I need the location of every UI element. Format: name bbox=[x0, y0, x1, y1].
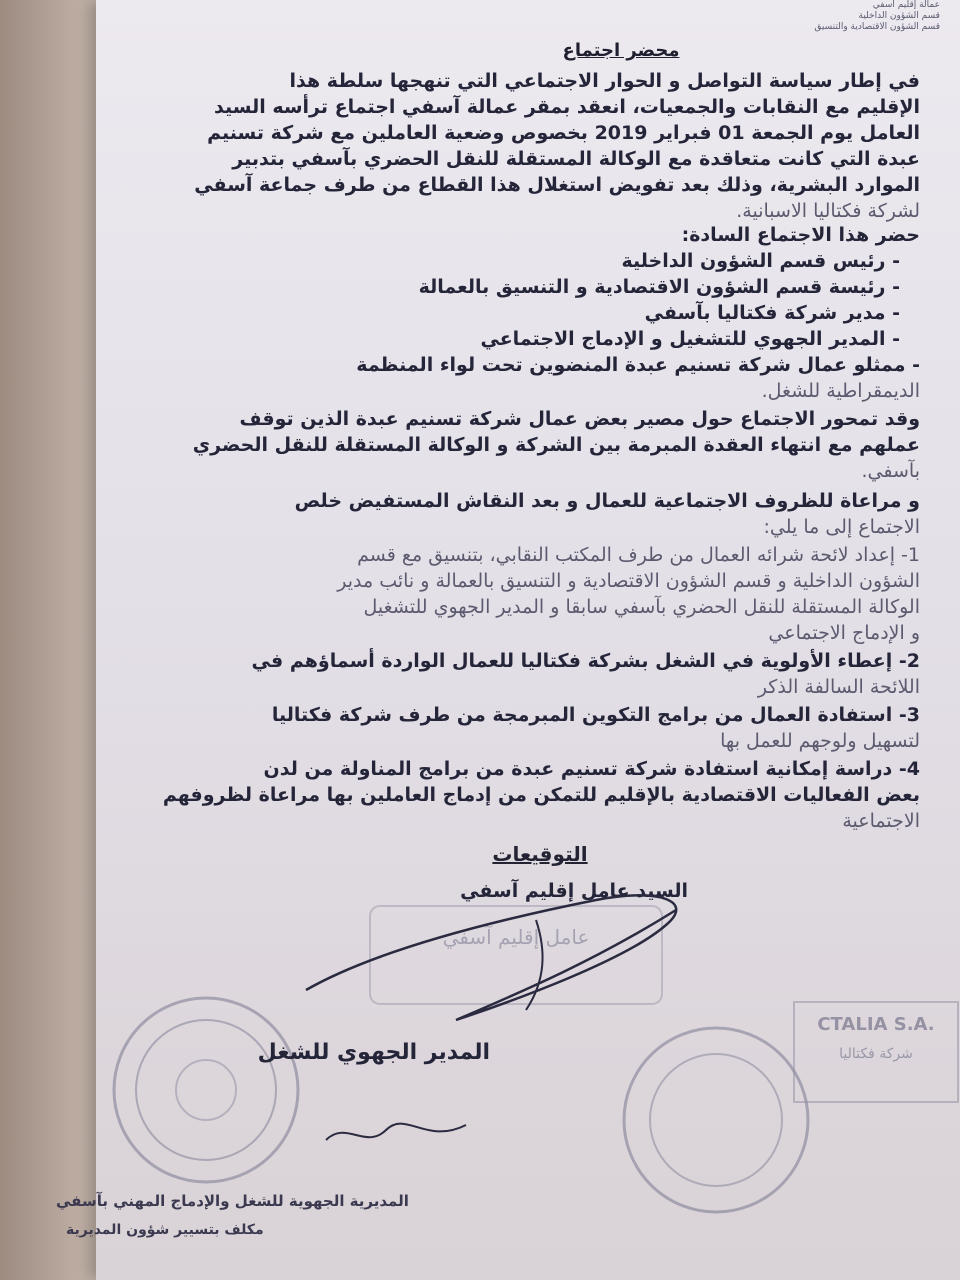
bottom-stamp-line: المديرية الجهوية للشغل والإدماج المهني بآسفي bbox=[56, 1192, 409, 1210]
regional-director-signatory: المدير الجهوي للشغل bbox=[257, 1040, 490, 1065]
attendee-item: - المدير الجهوي للتشغيل و الإدماج الاجتماعي bbox=[480, 328, 900, 350]
intro-line: الإقليم مع النقابات والجمعيات، انعقد بمقر عمالة آسفي اجتماع ترأسه السيد bbox=[214, 96, 920, 118]
background-surface bbox=[0, 0, 96, 1280]
signatures-heading: التوقيعات bbox=[492, 842, 588, 866]
regional-director-signature bbox=[316, 1100, 516, 1160]
signature-icon bbox=[316, 1100, 516, 1160]
document-title: محضر اجتماع bbox=[562, 40, 680, 61]
attendee-item: - مدير شركة فكتاليا بآسفي bbox=[644, 302, 900, 324]
discussion-line: وقد تمحور الاجتماع حول مصير بعض عمال شركة تسنيم عبدة الذين توقف bbox=[239, 408, 920, 430]
intro-line: الموارد البشرية، وذلك بعد تفويض استغلال هذا القطاع من طرف جماعة آسفي bbox=[194, 174, 920, 196]
letterhead-line: قسم الشؤون الداخلية bbox=[858, 11, 940, 21]
attendees-heading: حضر هذا الاجتماع السادة: bbox=[681, 224, 920, 246]
governor-stamp-text: عامل إقليم آسفي bbox=[442, 925, 590, 949]
signature-icon bbox=[296, 880, 716, 1030]
seal-icon bbox=[616, 1020, 816, 1220]
governor-signature bbox=[296, 880, 716, 1030]
discussion-line: عملهم مع انتهاء العقدة المبرمة بين الشركة و الوكالة المستقلة للنقل الحضري bbox=[192, 434, 920, 456]
conclusion-line: و مراعاة للظروف الاجتماعية للعمال و بعد النقاش المستفيض خلص bbox=[294, 490, 920, 512]
point-2-line: اللائحة السالفة الذكر bbox=[757, 676, 920, 698]
point-2-line: 2- إعطاء الأولوية في الشغل بشركة فكتاليا للعمال الواردة أسماؤهم في bbox=[251, 650, 920, 672]
company-stamp bbox=[792, 1000, 960, 1110]
letterhead bbox=[750, 0, 940, 33]
point-4-line: 4- دراسة إمكانية استفادة شركة تسنيم عبدة من برامج المناولة من لدن bbox=[263, 758, 920, 780]
governor-signatory: السيد عامل إقليم آسفي bbox=[460, 880, 688, 902]
letterhead-line: عمالة إقليم آسفي bbox=[872, 0, 940, 10]
point-1-line: 1- إعداد لائحة شرائه العمال من طرف المكتب النقابي، بتنسيق مع قسم bbox=[357, 544, 920, 566]
conclusion-line: الاجتماع إلى ما يلي: bbox=[763, 516, 920, 538]
point-1-line: و الإدماج الاجتماعي bbox=[768, 622, 920, 644]
intro-line: العامل يوم الجمعة 01 فبراير 2019 بخصوص وضعية العاملين مع شركة تسنيم bbox=[207, 122, 920, 144]
company-stamp-subtext: شركة فكتاليا bbox=[839, 1046, 913, 1062]
discussion-line: بآسفي. bbox=[861, 460, 920, 482]
stamp-icon bbox=[792, 1000, 960, 1110]
intro-line: في إطار سياسة التواصل و الحوار الاجتماعي التي تنهجها سلطة هذا bbox=[289, 70, 920, 92]
attendee-item: - ممثلو عمال شركة تسنيم عبدة المنضوين تحت لواء المنظمة bbox=[356, 354, 920, 376]
document-page bbox=[56, 0, 960, 1280]
point-1-line: الشؤون الداخلية و قسم الشؤون الاقتصادية و التنسيق بالعمالة و نائب مدير bbox=[337, 570, 920, 592]
bottom-stamp-line: مكلف بتسيير شؤون المديرية bbox=[66, 1222, 264, 1238]
point-1-line: الوكالة المستقلة للنقل الحضري بآسفي سابقا و المدير الجهوي للتشغيل bbox=[363, 596, 920, 618]
attendee-item: الديمقراطية للشغل. bbox=[761, 380, 920, 402]
attendee-item: - رئيسة قسم الشؤون الاقتصادية و التنسيق بالعمالة bbox=[418, 276, 900, 298]
point-4-line: بعض الفعاليات الاقتصادية بالإقليم للتمكن من إدماج العاملين بها مراعاة لظروفهم bbox=[162, 784, 920, 806]
seal-icon bbox=[106, 990, 306, 1190]
point-3-line: لتسهيل ولوجهم للعمل بها bbox=[720, 730, 920, 752]
intro-line: عبدة التي كانت متعاقدة مع الوكالة المستقلة للنقل الحضري بآسفي بتدبير bbox=[232, 148, 920, 170]
point-3-line: 3- استفادة العمال من برامج التكوين المبرمجة من طرف شركة فكتاليا bbox=[271, 704, 920, 726]
round-stamp-right bbox=[616, 1020, 816, 1220]
letterhead-line: قسم الشؤون الاقتصادية والتنسيق bbox=[814, 22, 940, 32]
round-stamp-left bbox=[106, 990, 306, 1190]
company-stamp-text: CTALIA S.A. bbox=[817, 1014, 935, 1035]
point-4-line: الاجتماعية bbox=[842, 810, 920, 832]
intro-line: لشركة فكتاليا الاسبانية. bbox=[736, 200, 920, 222]
attendee-item: - رئيس قسم الشؤون الداخلية bbox=[621, 250, 900, 272]
